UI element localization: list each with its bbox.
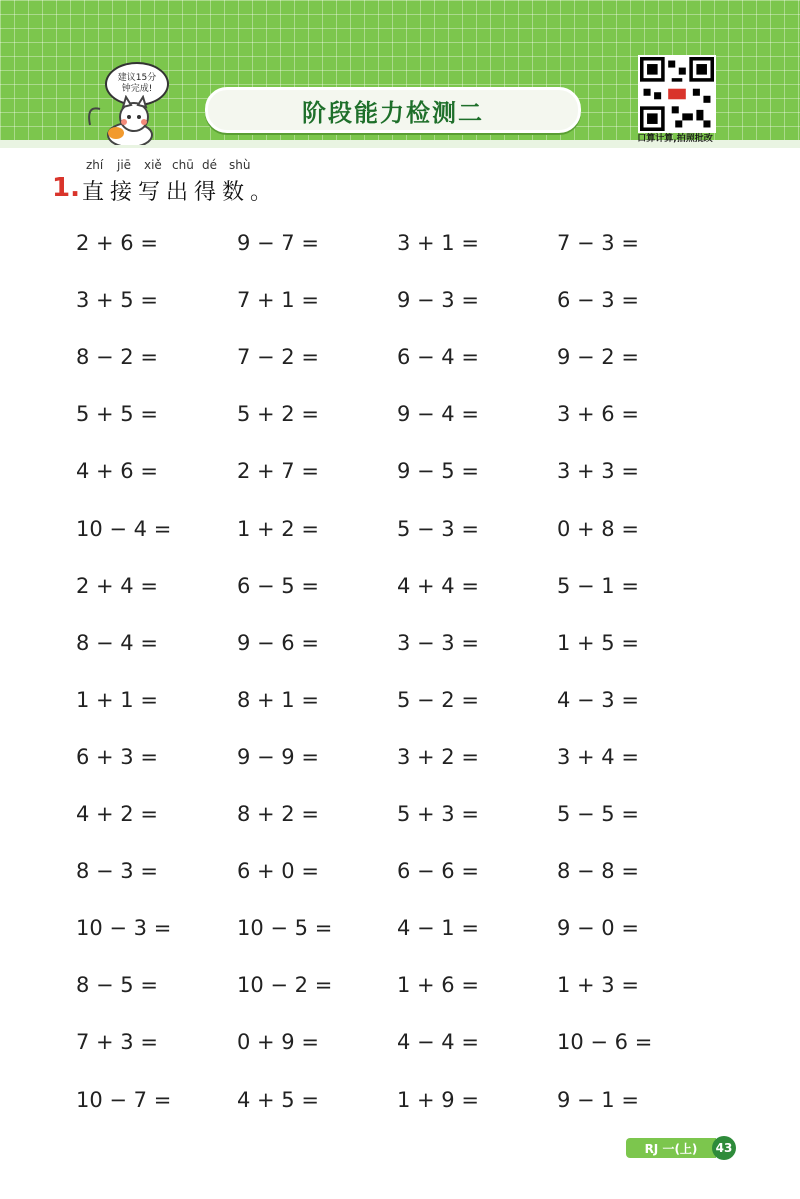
- equation-item: 6 − 5 =: [237, 573, 319, 598]
- equation-item: 5 − 2 =: [397, 687, 479, 712]
- equation-item: 0 + 8 =: [557, 516, 639, 541]
- equation-item: 4 + 4 =: [397, 573, 479, 598]
- equation-item: 3 + 6 =: [557, 402, 639, 427]
- equation-item: 9 − 2 =: [557, 345, 639, 370]
- equation-item: 8 − 5 =: [76, 973, 158, 998]
- equation-item: 0 + 9 =: [237, 1030, 319, 1055]
- equation-item: 8 − 8 =: [557, 859, 639, 884]
- pinyin-3: xiě: [144, 158, 162, 172]
- page-title: 阶段能力检测二: [302, 98, 484, 127]
- equation-item: 5 − 3 =: [397, 516, 479, 541]
- bubble-text: 建议15分钟完成!: [117, 73, 157, 94]
- equation-item: 5 + 2 =: [237, 402, 319, 427]
- equation-item: 9 − 7 =: [237, 231, 319, 255]
- equation-item: 6 + 0 =: [237, 859, 319, 884]
- equation-item: 9 − 5 =: [397, 459, 479, 484]
- equation-item: 5 + 3 =: [397, 802, 479, 826]
- equation-item: 2 + 6 =: [76, 231, 158, 255]
- equation-item: 5 − 5 =: [557, 802, 639, 826]
- equation-item: 10 − 2 =: [237, 973, 333, 998]
- equation-item: 1 + 9 =: [397, 1087, 479, 1112]
- equation-item: 7 + 1 =: [237, 288, 319, 313]
- equation-item: 2 + 7 =: [237, 459, 319, 484]
- equation-item: 2 + 4 =: [76, 573, 158, 598]
- equation-item: 4 + 2 =: [76, 802, 158, 826]
- equation-item: 7 − 3 =: [557, 231, 639, 255]
- equation-item: 7 + 3 =: [76, 1030, 158, 1055]
- equation-item: 3 + 5 =: [76, 288, 158, 313]
- equation-item: 4 + 5 =: [237, 1087, 319, 1112]
- equation-item: 6 − 4 =: [397, 345, 479, 370]
- equation-item: 9 − 3 =: [397, 288, 479, 313]
- edition-badge: RJ 一(上): [626, 1138, 716, 1158]
- equation-item: 4 − 3 =: [557, 687, 639, 712]
- equation-item: 4 − 4 =: [397, 1030, 479, 1055]
- qr-caption: 口算计算,拍照批改: [637, 134, 713, 144]
- equation-item: 1 + 5 =: [557, 630, 639, 655]
- equation-item: 9 − 9 =: [237, 744, 319, 769]
- equation-item: 4 + 6 =: [76, 459, 158, 484]
- equation-item: 10 − 7 =: [76, 1087, 172, 1112]
- equation-item: 6 + 3 =: [76, 744, 158, 769]
- equation-item: 9 − 4 =: [397, 402, 479, 427]
- equation-item: 9 − 1 =: [557, 1087, 639, 1112]
- equation-item: 9 − 6 =: [237, 630, 319, 655]
- pinyin-5: dé: [202, 158, 217, 172]
- equation-item: 3 + 2 =: [397, 744, 479, 769]
- equation-item: 1 + 2 =: [237, 516, 319, 541]
- equation-item: 1 + 6 =: [397, 973, 479, 998]
- equation-item: 3 − 3 =: [397, 630, 479, 655]
- equation-item: 9 − 0 =: [557, 916, 639, 941]
- equation-item: 10 − 3 =: [76, 916, 172, 941]
- pinyin-1: zhí: [86, 158, 104, 172]
- pinyin-6: shù: [229, 158, 251, 172]
- page-number: 43: [712, 1136, 736, 1160]
- equation-item: 8 + 2 =: [237, 802, 319, 826]
- equation-item: 8 − 4 =: [76, 630, 158, 655]
- equation-item: 1 + 3 =: [557, 973, 639, 998]
- equation-item: 1 + 1 =: [76, 687, 158, 712]
- pinyin-4: chū: [172, 158, 194, 172]
- equation-item: 3 + 1 =: [397, 231, 479, 255]
- equation-item: 8 − 3 =: [76, 859, 158, 884]
- pinyin-2: jiē: [117, 158, 132, 172]
- equation-item: 7 − 2 =: [237, 345, 319, 370]
- equation-item: 10 − 4 =: [76, 516, 172, 541]
- equation-item: 6 − 6 =: [397, 859, 479, 884]
- equation-item: 6 − 3 =: [557, 288, 639, 313]
- equation-item: 10 − 5 =: [237, 916, 333, 941]
- question-text: 直接写出得数。: [82, 180, 279, 205]
- equation-item: 8 + 1 =: [237, 687, 319, 712]
- equation-item: 5 − 1 =: [557, 573, 639, 598]
- equation-item: 5 + 5 =: [76, 402, 158, 427]
- equation-item: 10 − 6 =: [557, 1030, 653, 1055]
- equation-item: 3 + 3 =: [557, 459, 639, 484]
- equation-item: 8 − 2 =: [76, 345, 158, 370]
- question-number: 1.: [52, 173, 80, 203]
- equation-item: 3 + 4 =: [557, 744, 639, 769]
- equation-item: 4 − 1 =: [397, 916, 479, 941]
